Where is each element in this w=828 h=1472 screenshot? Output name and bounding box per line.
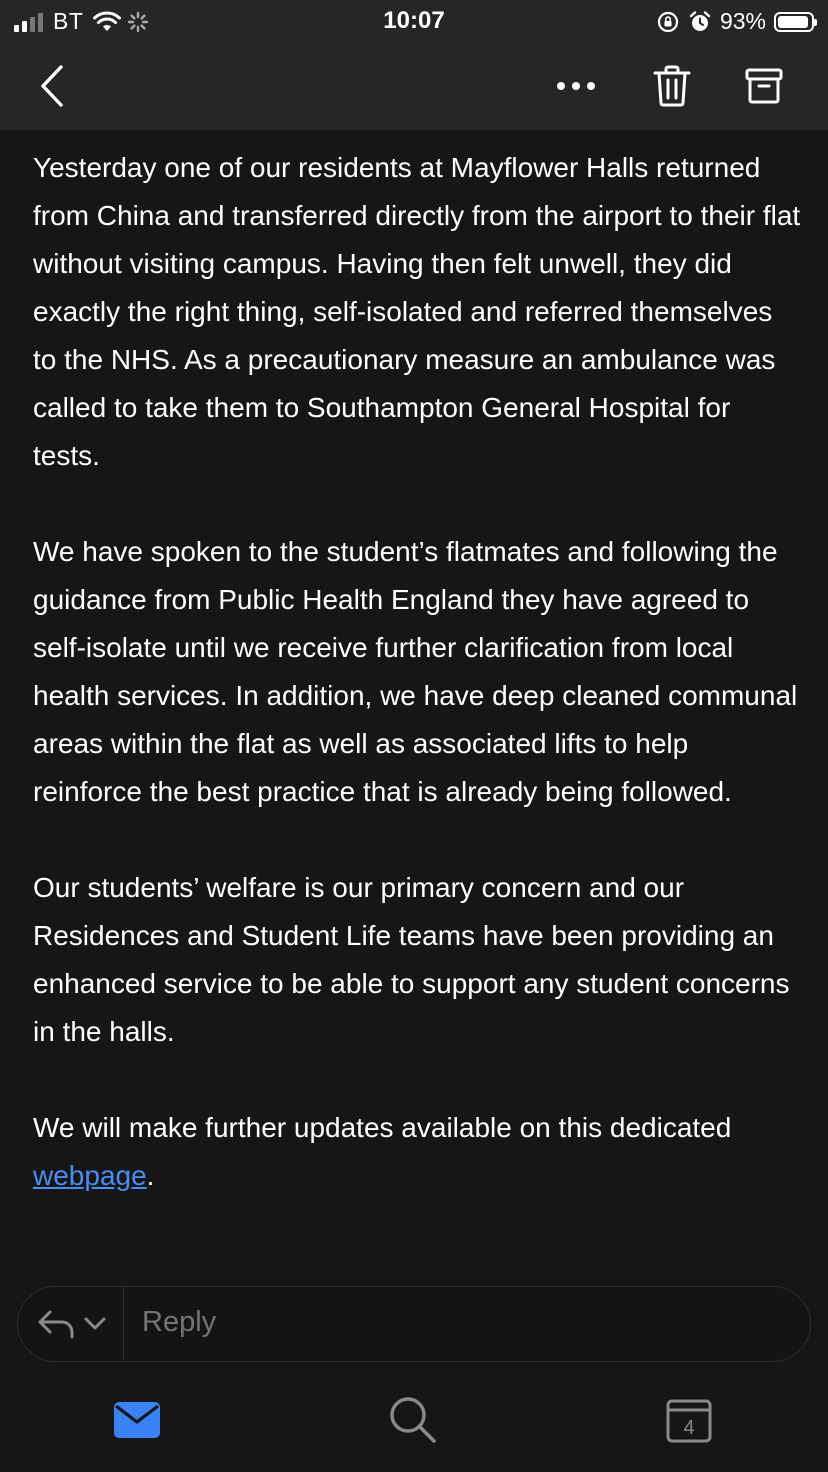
tab-search[interactable] [383,1390,443,1450]
battery-icon [774,12,814,32]
back-button[interactable] [24,58,80,114]
ellipsis-icon [556,81,596,91]
delete-button[interactable] [644,58,700,114]
trash-icon [653,65,691,107]
status-time: 10:07 [383,7,445,34]
body-paragraph-3: Our students’ welfare is our primary concern and our Residences and Student Life teams have been providing an enhanced service to be able to support any student concerns in the halls. [33,872,790,1047]
webpage-link[interactable]: webpage [33,1160,147,1191]
tab-calendar[interactable] [659,1390,719,1450]
status-right [656,8,814,35]
carrier-name: BT [53,8,84,34]
body-paragraph-1: Yesterday one of our residents at Mayflower Halls returned from China and transferred directly from the airport to their flat without visiting campus. Having then felt unwell, they did exactly the right thing, self-isolated and referred themselves to the NHS. As a precautionary measure an ambulance was called to take them to Southampton General Hospital for tests. [33,152,801,471]
reply-arrow-icon [36,1308,76,1340]
archive-button[interactable] [736,58,792,114]
tab-mail[interactable] [107,1390,167,1450]
body-paragraph-4 [33,1104,803,1200]
calendar-day-number: 4 [683,1417,695,1439]
archive-icon [745,67,783,105]
final-paragraph-period: . [146,1160,155,1191]
reply-bar [17,1286,811,1362]
chevron-left-icon [37,63,67,109]
reply-options-button[interactable] [18,1287,124,1360]
orientation-lock-icon [656,10,680,34]
body-paragraph-2: We have spoken to the student’s flatmates and following the guidance from Public Health England they have agreed to self-isolate until we receive further clarification from local health services. In addition, we have deep cleaned communal areas within the flat as well as associated lifts to help reinforce the best practice that is already being followed. [33,536,798,807]
alarm-icon [688,10,712,34]
status-bar [0,0,828,44]
reply-input[interactable] [142,1306,742,1339]
final-paragraph-text: We will make further updates available on this dedicated [33,1112,732,1143]
mail-toolbar [0,44,828,130]
more-options-button[interactable] [548,58,604,114]
tab-bar [0,1372,828,1472]
search-icon [388,1395,438,1445]
mail-icon [113,1401,161,1439]
battery-percentage: 93% [719,8,766,34]
email-body [33,144,803,1200]
calendar-icon [666,1397,712,1443]
chevron-down-icon [84,1317,106,1331]
